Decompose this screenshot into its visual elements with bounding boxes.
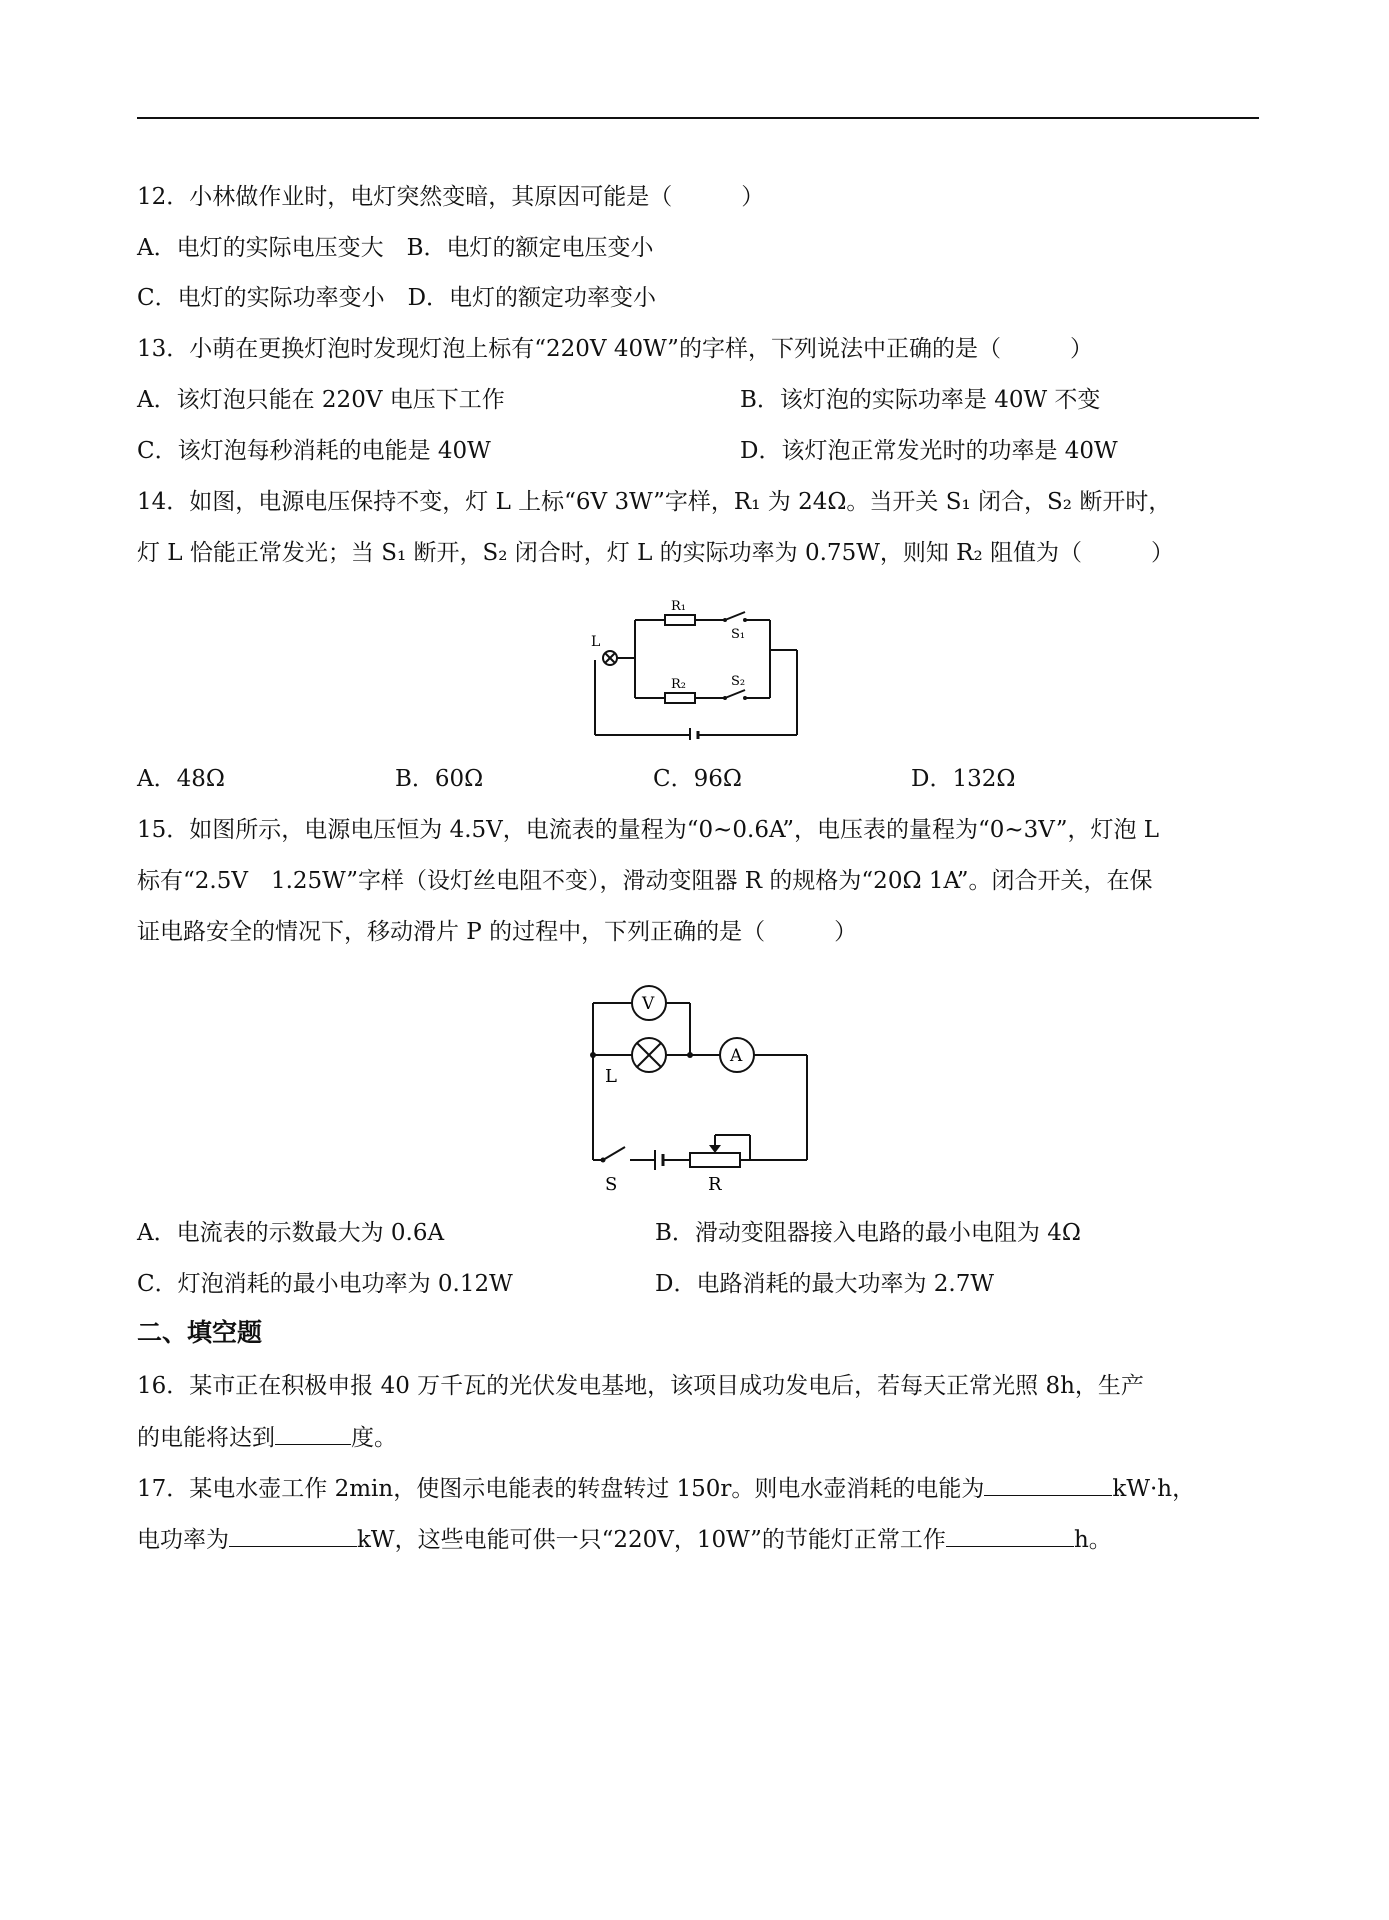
q16-text-before: 的电能将达到 — [137, 1425, 275, 1451]
q12-options-ab: A．电灯的实际电压变大 B．电灯的额定电压变小 — [137, 235, 654, 261]
q17-text-part3: h。 — [1073, 1527, 1112, 1553]
q14-option-b: B．60Ω — [395, 766, 484, 792]
q14-option-a: A．48Ω — [137, 766, 225, 792]
q13-stem: 13．小萌在更换灯泡时发现灯泡上标有“220V 40W”的字样，下列说法中正确的是（ ） — [137, 336, 1093, 362]
q17-energy-blank[interactable] — [984, 1473, 1112, 1496]
q15-circuit-diagram — [585, 975, 815, 1195]
q14-option-c: C．96Ω — [653, 766, 742, 792]
q17-text-before: 17．某电水壶工作 2min，使图示电能表的转盘转过 150r。则电水壶消耗的电能为 — [137, 1476, 985, 1502]
q13-option-a: A．该灯泡只能在 220V 电压下工作 — [137, 387, 505, 413]
q15-option-a: A．电流表的示数最大为 0.6A — [137, 1220, 445, 1246]
q15-option-d: D．电路消耗的最大功率为 2.7W — [655, 1271, 994, 1297]
q15-stem-line3: 证电路安全的情况下，移动滑片 P 的过程中，下列正确的是（ ） — [137, 919, 858, 945]
q17-text-part2: kW，这些电能可供一只“220V，10W”的节能灯正常工作 — [357, 1527, 946, 1553]
q15-label-rheostat: R — [708, 1174, 722, 1195]
q13-option-b: B．该灯泡的实际功率是 40W 不变 — [740, 387, 1101, 413]
q14-circuit-diagram — [585, 590, 805, 740]
q14-label-r2: R₂ — [671, 677, 686, 692]
q14-label-lamp: L — [591, 634, 601, 650]
q15-label-voltmeter: V — [642, 994, 655, 1014]
q12-stem: 12．小林做作业时，电灯突然变暗，其原因可能是（ ） — [137, 184, 765, 210]
q14-label-s2: S₂ — [731, 674, 746, 689]
q16-line1: 16．某市正在积极申报 40 万千瓦的光伏发电基地，该项目成功发电后，若每天正常光照 8h，生产 — [137, 1373, 1144, 1399]
q13-option-c: C．该灯泡每秒消耗的电能是 40W — [137, 438, 491, 464]
q15-stem-line2: 标有“2.5V 1.25W”字样（设灯丝电阻不变），滑动变阻器 R 的规格为“20Ω 1A”。闭合开关，在保 — [137, 868, 1153, 894]
q14-stem-line2: 灯 L 恰能正常发光；当 S₁ 断开，S₂ 闭合时，灯 L 的实际功率为 0.75W，则知 R₂ 阻值为（ ） — [137, 540, 1174, 566]
q15-option-c: C．灯泡消耗的最小电功率为 0.12W — [137, 1271, 513, 1297]
q16-text-after: 度。 — [351, 1425, 397, 1451]
q16-line2 — [137, 1422, 397, 1453]
header-rule — [137, 117, 1259, 119]
q14-option-d: D．132Ω — [911, 766, 1016, 792]
section-title-fill-in: 二、填空题 — [137, 1318, 263, 1347]
q13-option-d: D．该灯泡正常发光时的功率是 40W — [740, 438, 1118, 464]
q17-hours-blank[interactable] — [946, 1524, 1074, 1547]
q15-label-switch: S — [605, 1174, 618, 1195]
q14-label-s1: S₁ — [731, 627, 746, 642]
q17-line1 — [137, 1473, 1195, 1504]
q17-text-part1: 电功率为 — [137, 1527, 229, 1553]
q17-power-blank[interactable] — [229, 1524, 357, 1547]
q15-label-lamp: L — [605, 1066, 617, 1087]
q12-options-cd: C．电灯的实际功率变小 D．电灯的额定功率变小 — [137, 285, 657, 311]
q15-option-b: B．滑动变阻器接入电路的最小电阻为 4Ω — [655, 1220, 1081, 1246]
q14-stem-line1: 14．如图，电源电压保持不变，灯 L 上标“6V 3W”字样，R₁ 为 24Ω。当开关 S₁ 闭合，S₂ 断开时， — [137, 489, 1172, 515]
q14-label-r1: R₁ — [671, 599, 686, 614]
q16-answer-blank[interactable] — [275, 1422, 351, 1445]
q15-stem-line1: 15．如图所示，电源电压恒为 4.5V，电流表的量程为“0~0.6A”，电压表的量程为“0~3V”，灯泡 L — [137, 817, 1160, 843]
q17-text-after: kW·h， — [1112, 1476, 1196, 1502]
q15-label-ammeter: A — [730, 1046, 743, 1066]
q17-line2 — [137, 1524, 1112, 1555]
